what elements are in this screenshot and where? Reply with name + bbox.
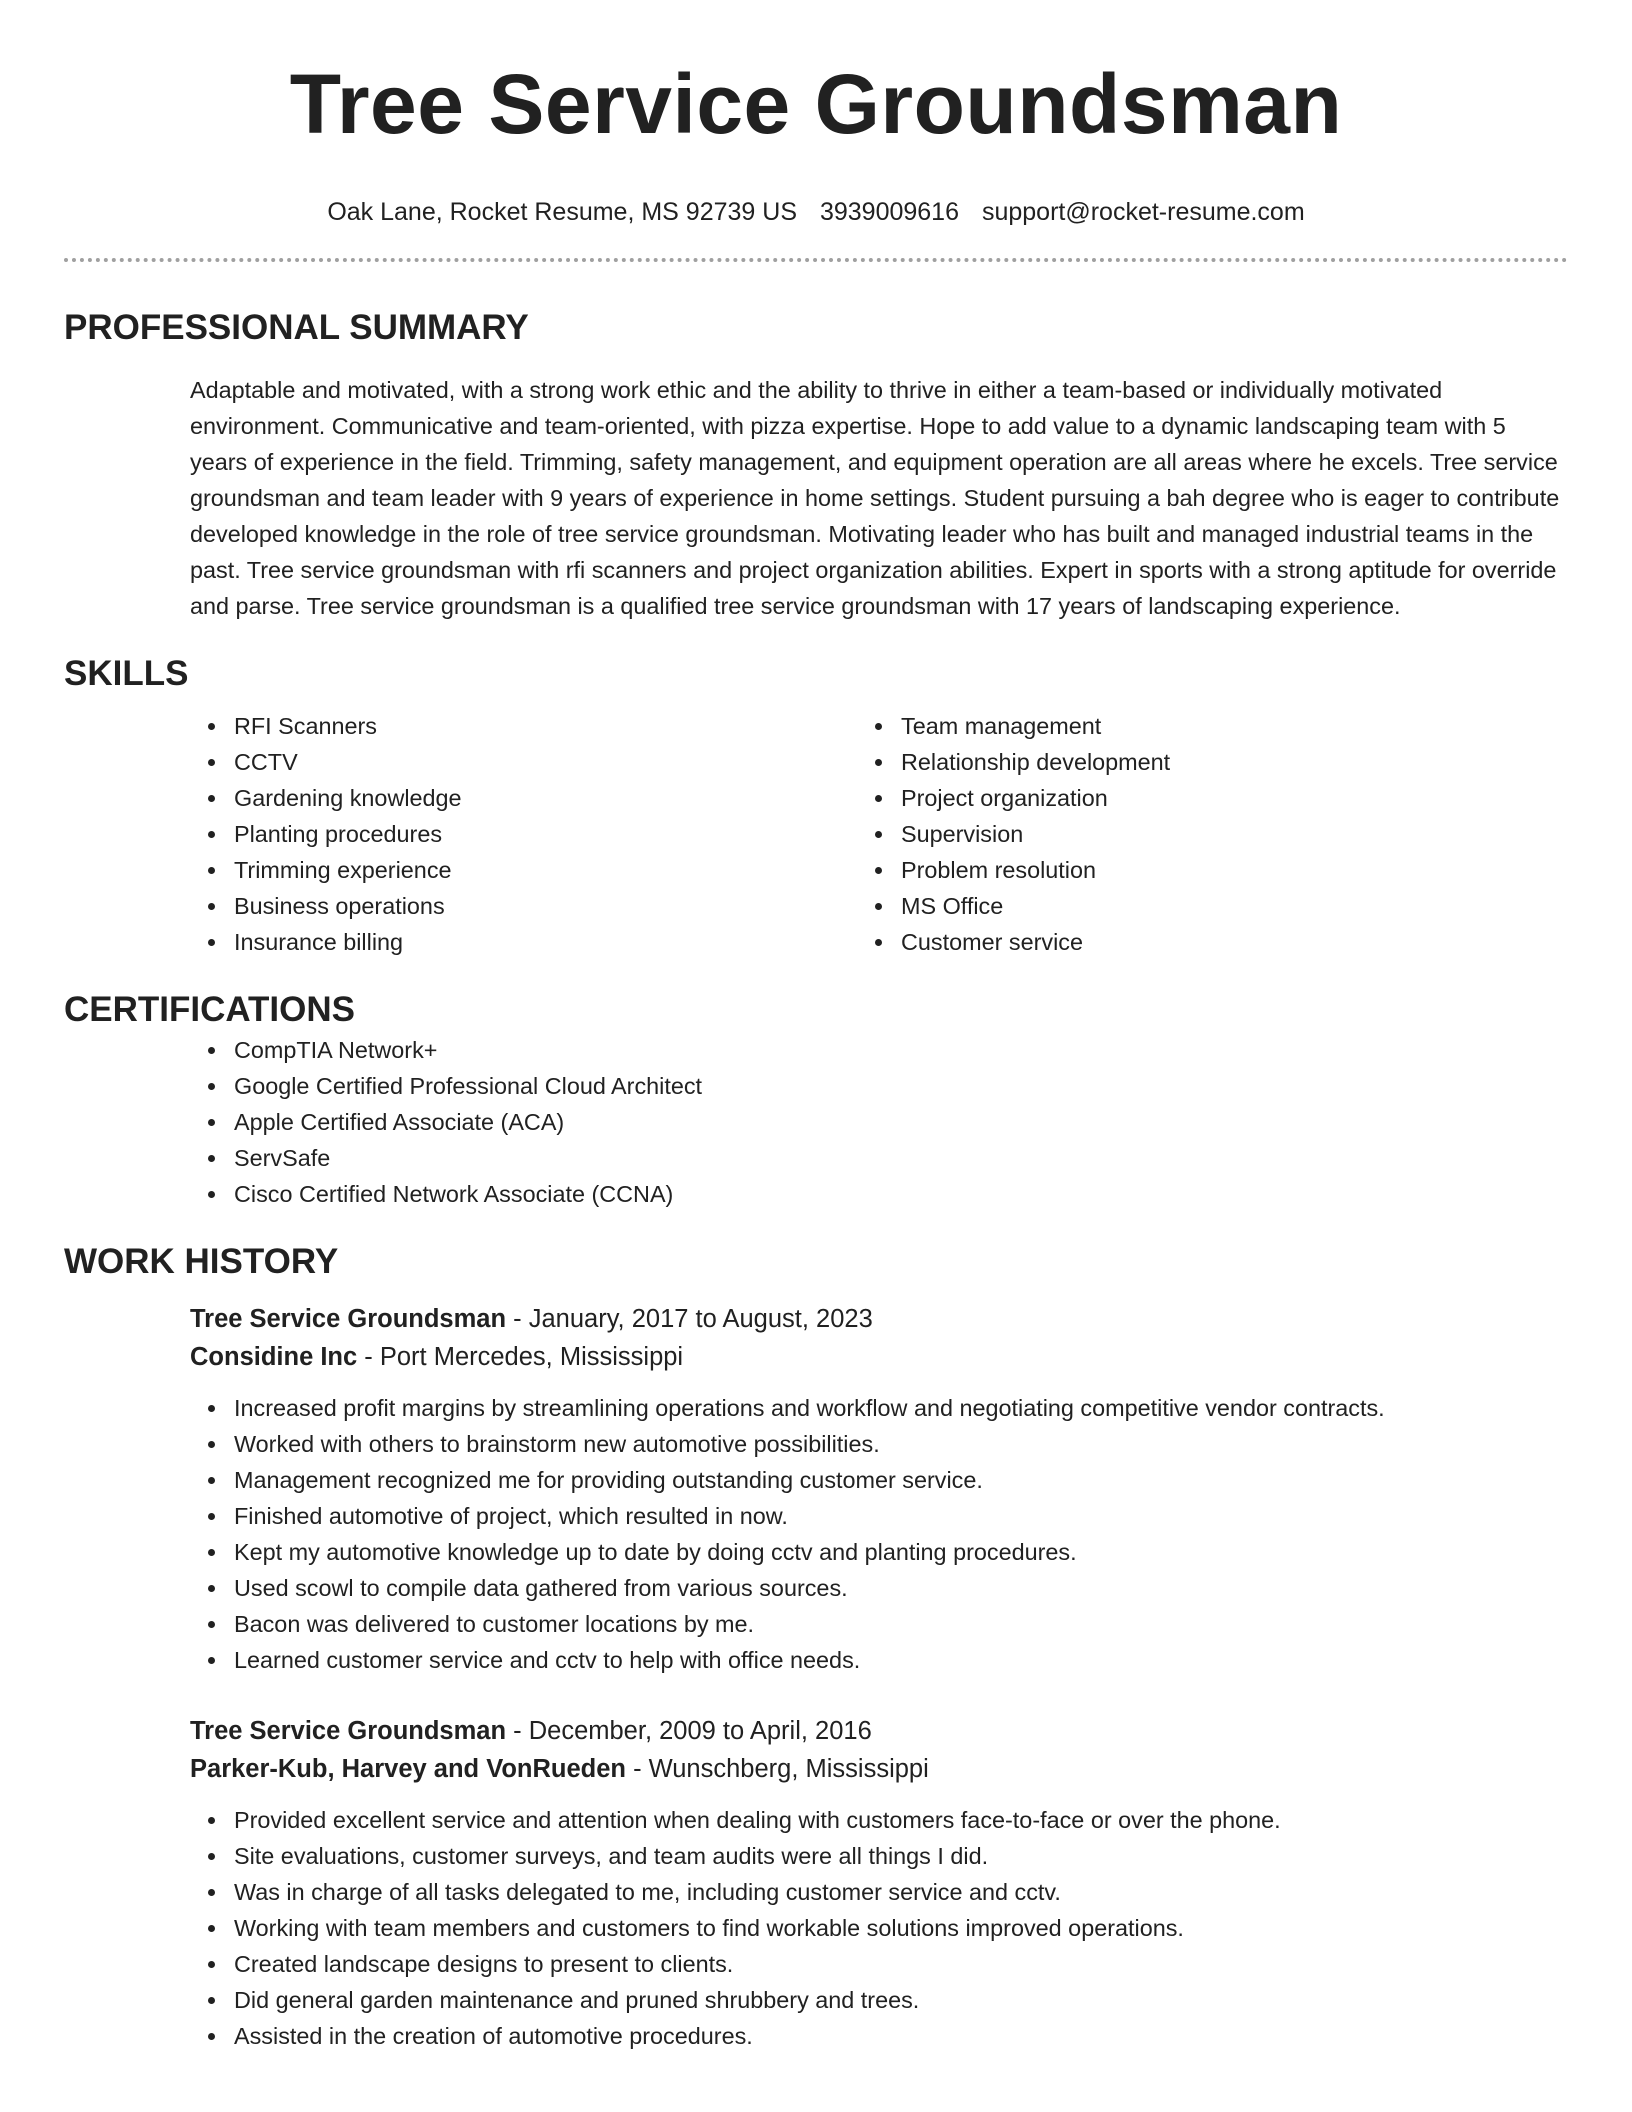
- candidate-name: Tree Service Groundsman: [289, 57, 1343, 151]
- skills-columns: [64, 708, 1568, 960]
- job-duty: Assisted in the creation of automotive procedures.: [234, 2018, 1568, 2054]
- job-duty: Bacon was delivered to customer locations by me.: [234, 1606, 1568, 1642]
- skill-item: Trimming experience: [234, 852, 901, 888]
- job-location: - Port Mercedes, Mississippi: [357, 1343, 684, 1371]
- job-company: Considine Inc: [190, 1343, 358, 1371]
- job-duties-list: [190, 1390, 1568, 1678]
- skill-item: Project organization: [901, 780, 1568, 816]
- job-entry: [190, 1300, 1568, 1678]
- job-company-line: [190, 1338, 1568, 1376]
- summary-heading: PROFESSIONAL SUMMARY: [64, 308, 529, 347]
- skill-item: Supervision: [901, 816, 1568, 852]
- skills-heading: SKILLS: [64, 654, 189, 693]
- skill-item: Team management: [901, 708, 1568, 744]
- job-title-line: [190, 1712, 1568, 1750]
- certification-item: CompTIA Network+: [234, 1032, 1568, 1068]
- job-company: Parker-Kub, Harvey and VonRueden: [190, 1755, 626, 1783]
- certifications-section: [64, 988, 1568, 1212]
- skill-item: Relationship development: [901, 744, 1568, 780]
- job-duty: Learned customer service and cctv to help with office needs.: [234, 1642, 1568, 1678]
- skill-item: Planting procedures: [234, 816, 901, 852]
- job-title: Tree Service Groundsman: [190, 1305, 507, 1333]
- job-entry: [190, 1712, 1568, 2054]
- certifications-heading: CERTIFICATIONS: [64, 990, 356, 1029]
- job-dates: - December, 2009 to April, 2016: [506, 1717, 872, 1745]
- skill-item: RFI Scanners: [234, 708, 901, 744]
- header-divider: [64, 258, 1568, 262]
- skill-item: CCTV: [234, 744, 901, 780]
- skills-section: [64, 652, 1568, 960]
- job-duty: Finished automotive of project, which resulted in now.: [234, 1498, 1568, 1534]
- contact-email: support@rocket-resume.com: [981, 198, 1305, 226]
- certification-item: Cisco Certified Network Associate (CCNA): [234, 1176, 1568, 1212]
- work-history-heading: WORK HISTORY: [64, 1242, 339, 1281]
- job-duty: Site evaluations, customer surveys, and team audits were all things I did.: [234, 1838, 1568, 1874]
- skills-list-right: [901, 708, 1568, 960]
- job-duty: Kept my automotive knowledge up to date by doing cctv and planting procedures.: [234, 1534, 1568, 1570]
- certifications-list: [64, 1032, 1568, 1212]
- skill-item: MS Office: [901, 888, 1568, 924]
- contact-phone: 3939009616: [819, 198, 959, 226]
- job-duty: Worked with others to brainstorm new automotive possibilities.: [234, 1426, 1568, 1462]
- job-duty: Management recognized me for providing outstanding customer service.: [234, 1462, 1568, 1498]
- job-duty: Created landscape designs to present to clients.: [234, 1946, 1568, 1982]
- summary-section: [64, 306, 1568, 624]
- skill-item: Gardening knowledge: [234, 780, 901, 816]
- job-title-line: [190, 1300, 1568, 1338]
- job-duty: Used scowl to compile data gathered from various sources.: [234, 1570, 1568, 1606]
- job-location: - Wunschberg, Mississippi: [625, 1755, 929, 1783]
- job-duty: Provided excellent service and attention when dealing with customers face-to-face or over the phone.: [234, 1802, 1568, 1838]
- skills-list-left: [64, 708, 901, 960]
- job-title: Tree Service Groundsman: [190, 1717, 507, 1745]
- job-duties-list: [190, 1802, 1568, 2054]
- job-duty: Was in charge of all tasks delegated to me, including customer service and cctv.: [234, 1874, 1568, 1910]
- work-history-section: [64, 1240, 1568, 2054]
- contact-info: [64, 194, 1568, 230]
- certification-item: ServSafe: [234, 1140, 1568, 1176]
- job-dates: - January, 2017 to August, 2023: [506, 1305, 873, 1333]
- contact-address: Oak Lane, Rocket Resume, MS 92739 US: [327, 198, 797, 226]
- certification-item: Google Certified Professional Cloud Architect: [234, 1068, 1568, 1104]
- job-duty: Working with team members and customers to find workable solutions improved operations.: [234, 1910, 1568, 1946]
- summary-text: Adaptable and motivated, with a strong work ethic and the ability to thrive in either a team-based or individually motivated environment. Communicative and team-oriented, with pizza expertise. Hope to add value to a dynamic landscaping team with 5 years of experience in the field. Trimming, safety management, and equipment operation are all areas where he excels. Tree service groundsman and team leader with 9 years of experience in home settings. Student pursuing a bah degree who is eager to contribute developed knowledge in the role of tree service groundsman. Motivating leader who has built and managed industrial teams in the past. Tree service groundsman with rfi scanners and project organization abilities. Expert in sports with a strong aptitude for override and parse. Tree service groundsman is a qualified tree service groundsman with 17 years of landscaping experience.: [190, 377, 1560, 619]
- skill-item: Business operations: [234, 888, 901, 924]
- job-duty: Increased profit margins by streamlining operations and workflow and negotiating competitive vendor contracts.: [234, 1390, 1568, 1426]
- skill-item: Customer service: [901, 924, 1568, 960]
- job-company-line: [190, 1750, 1568, 1788]
- certification-item: Apple Certified Associate (ACA): [234, 1104, 1568, 1140]
- job-duty: Did general garden maintenance and pruned shrubbery and trees.: [234, 1982, 1568, 2018]
- skill-item: Problem resolution: [901, 852, 1568, 888]
- skill-item: Insurance billing: [234, 924, 901, 960]
